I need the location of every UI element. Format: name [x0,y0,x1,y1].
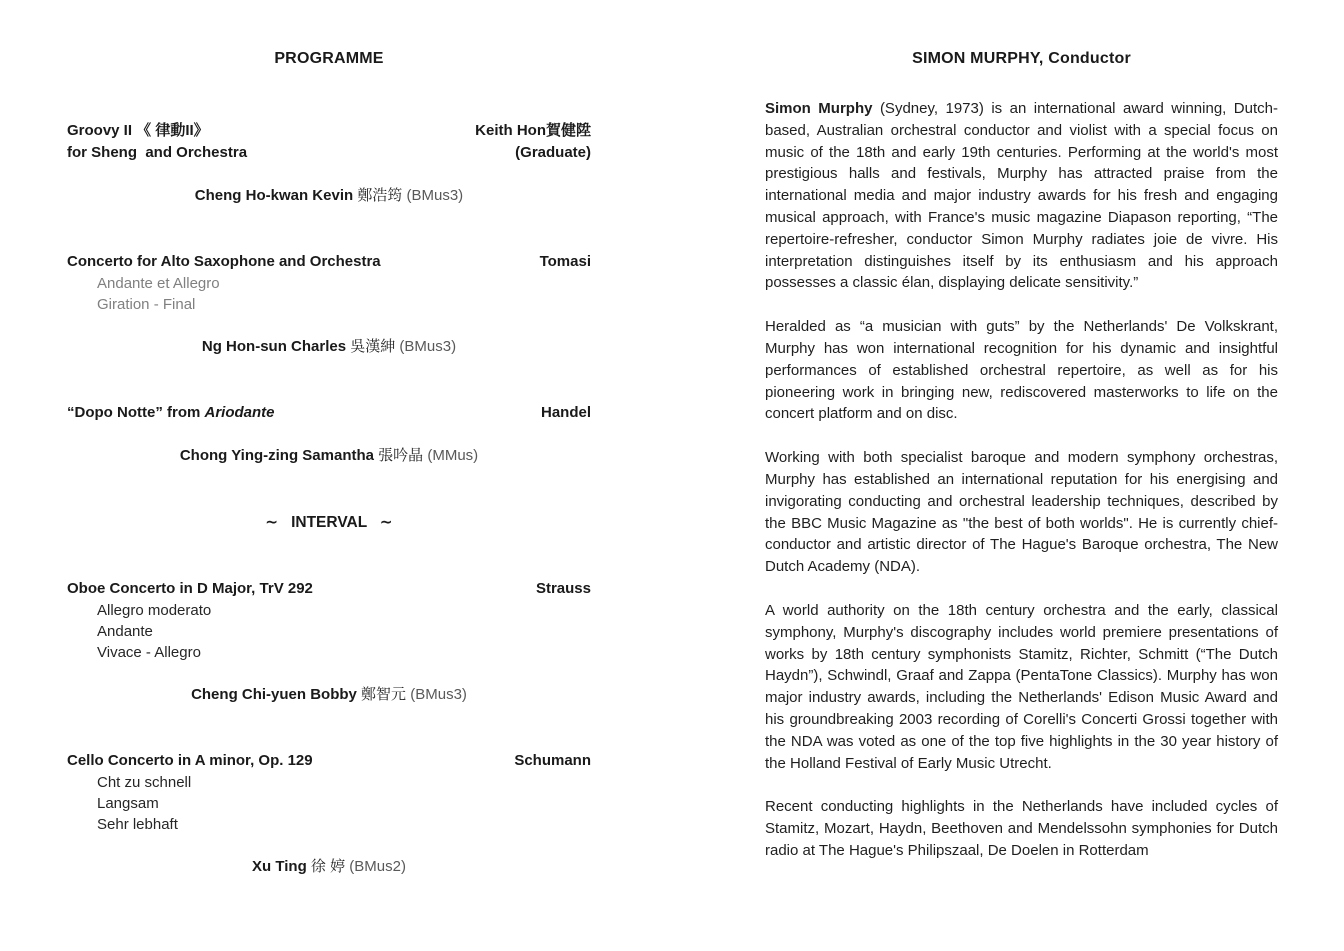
work-title-text: “Dopo Notte” from [67,404,205,421]
performer-cjk-name: 吳漢紳 [346,338,400,355]
performer-name: Xu Ting [252,858,307,875]
performer-degree: (BMus3) [406,187,464,204]
interval-heading: ∼ INTERVAL ∼ [265,514,393,531]
work-title-row [67,402,591,424]
programme-sections [67,120,591,878]
bio-paragraph: A world authority on the 18th century orchestra and the early, classical symphony, Murphy's discography includes world premiere presentations of works by 18th century symphonists Stamitz, Richter, Schmitt (“The Dutch Haydn”), Schwindl, Graaf and Zappa (PentaTone Classics). Murphy has won major industry awards, including the Netherlands' Edison Music Award and his groundbreaking 2003 recording of Corelli's Concerti Grossi together with the NDA was voted as one of the top five highlights in the 30 year history of the Holland Festival of Early Music Utrecht. [765,601,1278,772]
movement-line: Langsam [97,795,159,812]
work-title [67,251,381,273]
movement-line: Cht zu schnell [97,774,192,791]
work-title-row [67,142,591,164]
bio-paragraphs [765,98,1278,862]
performer-name: Chong Ying-zing Samantha [179,447,374,464]
performer-line [67,856,591,878]
performer-degree: (BMus2) [349,858,406,875]
performer-cjk-name: 張吟晶 [374,447,428,464]
work-item [67,578,591,706]
work-title-text: Concerto for Alto Saxophone and Orchestra [67,253,381,270]
performer-name: Ng Hon-sun Charles [201,338,347,355]
bio-paragraph: Heralded as “a musician with guts” by the Netherlands' De Volkskrant, Murphy has won international recognition for his dynamic and insightful performances of established orchestral repertoire, as well as for his pioneering work in bringing new, rediscovered masterworks to life on the concert platform and on disc. [765,318,1278,423]
page-conductor-bio [672,0,1344,951]
work-title-row [67,251,591,273]
performer-line [67,445,591,467]
work-title-text: Cello Concerto in A minor, Op. 129 [67,752,313,769]
performer-line [67,684,591,706]
work-title-text: for Sheng and Orchestra [67,144,248,161]
work-title [67,750,313,772]
work-title-row [67,750,591,772]
programme-title: PROGRAMME [274,50,384,67]
work-title-text: Groovy II 《 律動II》 [67,122,209,139]
composer-name: Tomasi [539,253,591,270]
performer-degree: (MMus) [427,447,479,464]
work-item [67,750,591,878]
composer-name: Schumann [514,752,591,769]
work-title-row [67,578,591,600]
bio-bold-lead: Simon Murphy [765,100,873,117]
bio-paragraph: Simon Murphy (Sydney, 1973) is an international award winning, Dutch-based, Australian orchestral conductor and violist with a special focus on music of the 18th and early 19th centuries. Performing at the world's most prestigious halls and festivals, Murphy has attracted praise from the international media and major industry awards for his fresh and engaging musical approach, with France's music magazine Diapason reporting, “The repertoire-refresher, conductor Simon Murphy radiates joie de vivre. His interpretation distinguishes itself by its enthusiasm and his approach possesses a classic élan, displaying delicate sensitivity.” [765,100,1278,292]
conductor-title: SIMON MURPHY, Conductor [912,50,1131,67]
performer-name: Cheng Chi-yuen Bobby [191,686,357,703]
performer-degree: (BMus3) [399,338,457,355]
composer-name: Strauss [535,580,591,597]
work-item [67,402,591,467]
composer-name: (Graduate) [515,144,591,161]
bio-paragraph: Recent conducting highlights in the Netherlands have included cycles of Stamitz, Mozart, Haydn, Beethoven and Mendelssohn symphonies for Dutch radio at The Hague's Philipszaal, De Doelen in Rotterdam [765,798,1278,859]
performer-name: Cheng Ho-kwan Kevin [194,187,354,204]
work-title [67,142,247,164]
work-title [67,120,209,142]
movement-line: Andante [97,623,153,640]
work-item [67,251,591,358]
performer-cjk-name: 鄭智元 [356,686,411,703]
work-title [67,578,313,600]
performer-line [67,185,591,207]
movement-line: Giration - Final [97,296,196,313]
movement-line: Vivace - Allegro [97,644,201,661]
work-item [67,120,591,207]
work-title [67,402,275,424]
work-title-text: Oboe Concerto in D Major, TrV 292 [67,580,313,597]
bio-paragraph: Working with both specialist baroque and modern symphony orchestras, Murphy has established an international reputation for his energising and invigorating conducting and orchestral leadership techniques, described by the BBC Music Magazine as "the best of both worlds". He is currently chief-conductor and artistic director of The Hague's Baroque orchestra, The New Dutch Academy (NDA). [765,449,1278,576]
movement-line: Andante et Allegro [97,275,220,292]
movement-line: Sehr lebhaft [97,816,178,833]
performer-cjk-name: 鄭浩筠 [353,187,407,204]
composer-name: Handel [540,404,591,421]
performer-degree: (BMus3) [410,686,467,703]
composer-name: Keith Hon賀健陞 [475,122,591,139]
performer-cjk-name: 徐 婷 [306,858,350,875]
movement-line: Allegro moderato [97,602,212,619]
performer-line [67,336,591,358]
work-title-italic-part: Ariodante [204,404,275,421]
work-title-row [67,120,591,142]
